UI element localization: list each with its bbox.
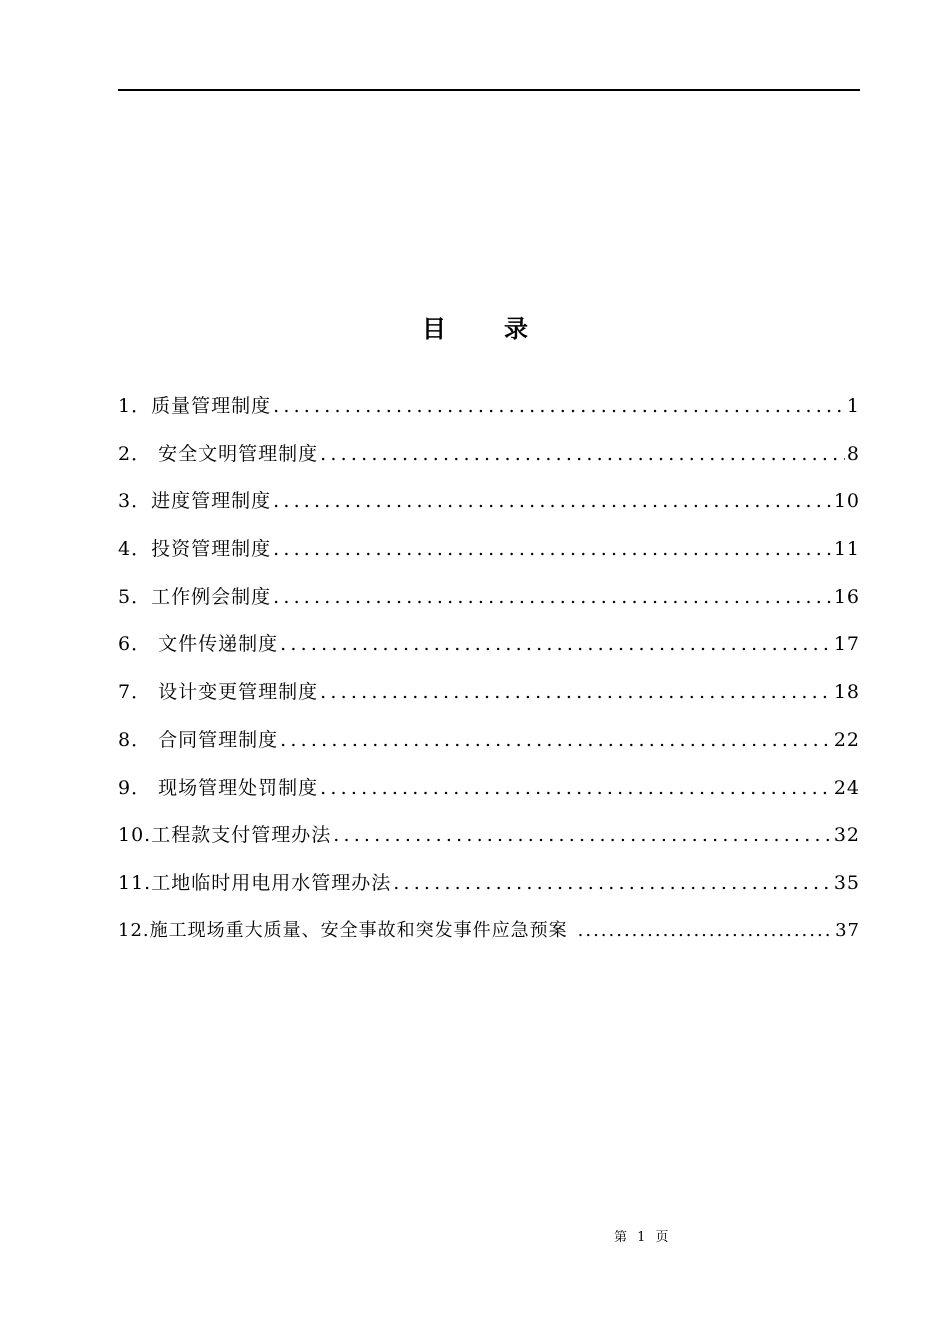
toc-entry-text: 6． 文件传递制度 xyxy=(118,633,279,656)
toc-list xyxy=(118,390,860,962)
toc-leader xyxy=(273,533,832,565)
toc-entry-text: 4．投资管理制度 xyxy=(118,538,272,561)
toc-entry-text: 10.工程款支付管理办法 xyxy=(118,824,332,847)
toc-entry-text: 7． 设计变更管理制度 xyxy=(118,681,319,704)
toc-entry-4[interactable] xyxy=(118,533,860,581)
toc-entry-text: 8． 合同管理制度 xyxy=(118,728,279,751)
toc-entry-text: 2． 安全文明管理制度 xyxy=(118,442,319,465)
toc-leader xyxy=(273,485,832,517)
toc-entry-text: 11.工地临时用电用水管理办法 xyxy=(118,871,392,894)
toc-page-number: 17 xyxy=(833,633,860,656)
toc-page-number: 22 xyxy=(833,728,860,751)
toc-leader xyxy=(393,867,832,899)
toc-entry-11[interactable] xyxy=(118,867,860,915)
toc-entry-3[interactable] xyxy=(118,485,860,533)
header-rule xyxy=(118,89,860,91)
toc-page-number: 16 xyxy=(833,585,860,608)
toc-title-char-1: 目 xyxy=(422,315,446,343)
toc-page-number: 8 xyxy=(846,442,860,465)
toc-page-number: 10 xyxy=(833,490,860,513)
page-footer: 第 1 页 xyxy=(614,1230,672,1245)
toc-entry-text: 9． 现场管理处罚制度 xyxy=(118,776,319,799)
toc-entry-text: 12.施工现场重大质量、安全事故和突发事件应急预案 xyxy=(118,919,568,941)
toc-entry-1[interactable] xyxy=(118,390,860,438)
toc-page-number: 32 xyxy=(833,824,860,847)
toc-entry-text: 1．质量管理制度 xyxy=(118,395,272,417)
toc-entry-text: 3．进度管理制度 xyxy=(118,490,272,513)
toc-entry-7[interactable] xyxy=(118,676,860,724)
toc-leader xyxy=(320,676,832,708)
toc-entry-6[interactable] xyxy=(118,628,860,676)
toc-page-number: 24 xyxy=(833,776,860,799)
toc-entry-2[interactable] xyxy=(118,438,860,486)
toc-title xyxy=(0,309,950,344)
toc-leader xyxy=(320,438,845,470)
toc-leader xyxy=(578,915,833,947)
toc-page-number: 1 xyxy=(846,395,860,417)
toc-entry-text: 5．工作例会制度 xyxy=(118,585,272,608)
toc-page-number: 11 xyxy=(833,538,860,561)
toc-entry-5[interactable] xyxy=(118,581,860,629)
toc-leader xyxy=(280,628,832,660)
toc-page-number: 35 xyxy=(833,871,860,894)
toc-entry-12[interactable] xyxy=(118,915,860,963)
toc-entry-9[interactable] xyxy=(118,772,860,820)
toc-entry-10[interactable] xyxy=(118,819,860,867)
toc-leader xyxy=(280,724,832,756)
toc-page-number: 18 xyxy=(833,681,860,704)
toc-page-number: 37 xyxy=(835,919,860,941)
toc-title-char-2: 录 xyxy=(504,315,528,343)
toc-leader xyxy=(333,819,832,851)
toc-entry-8[interactable] xyxy=(118,724,860,772)
toc-leader xyxy=(273,581,832,613)
toc-leader xyxy=(320,772,832,804)
toc-leader xyxy=(273,390,845,422)
